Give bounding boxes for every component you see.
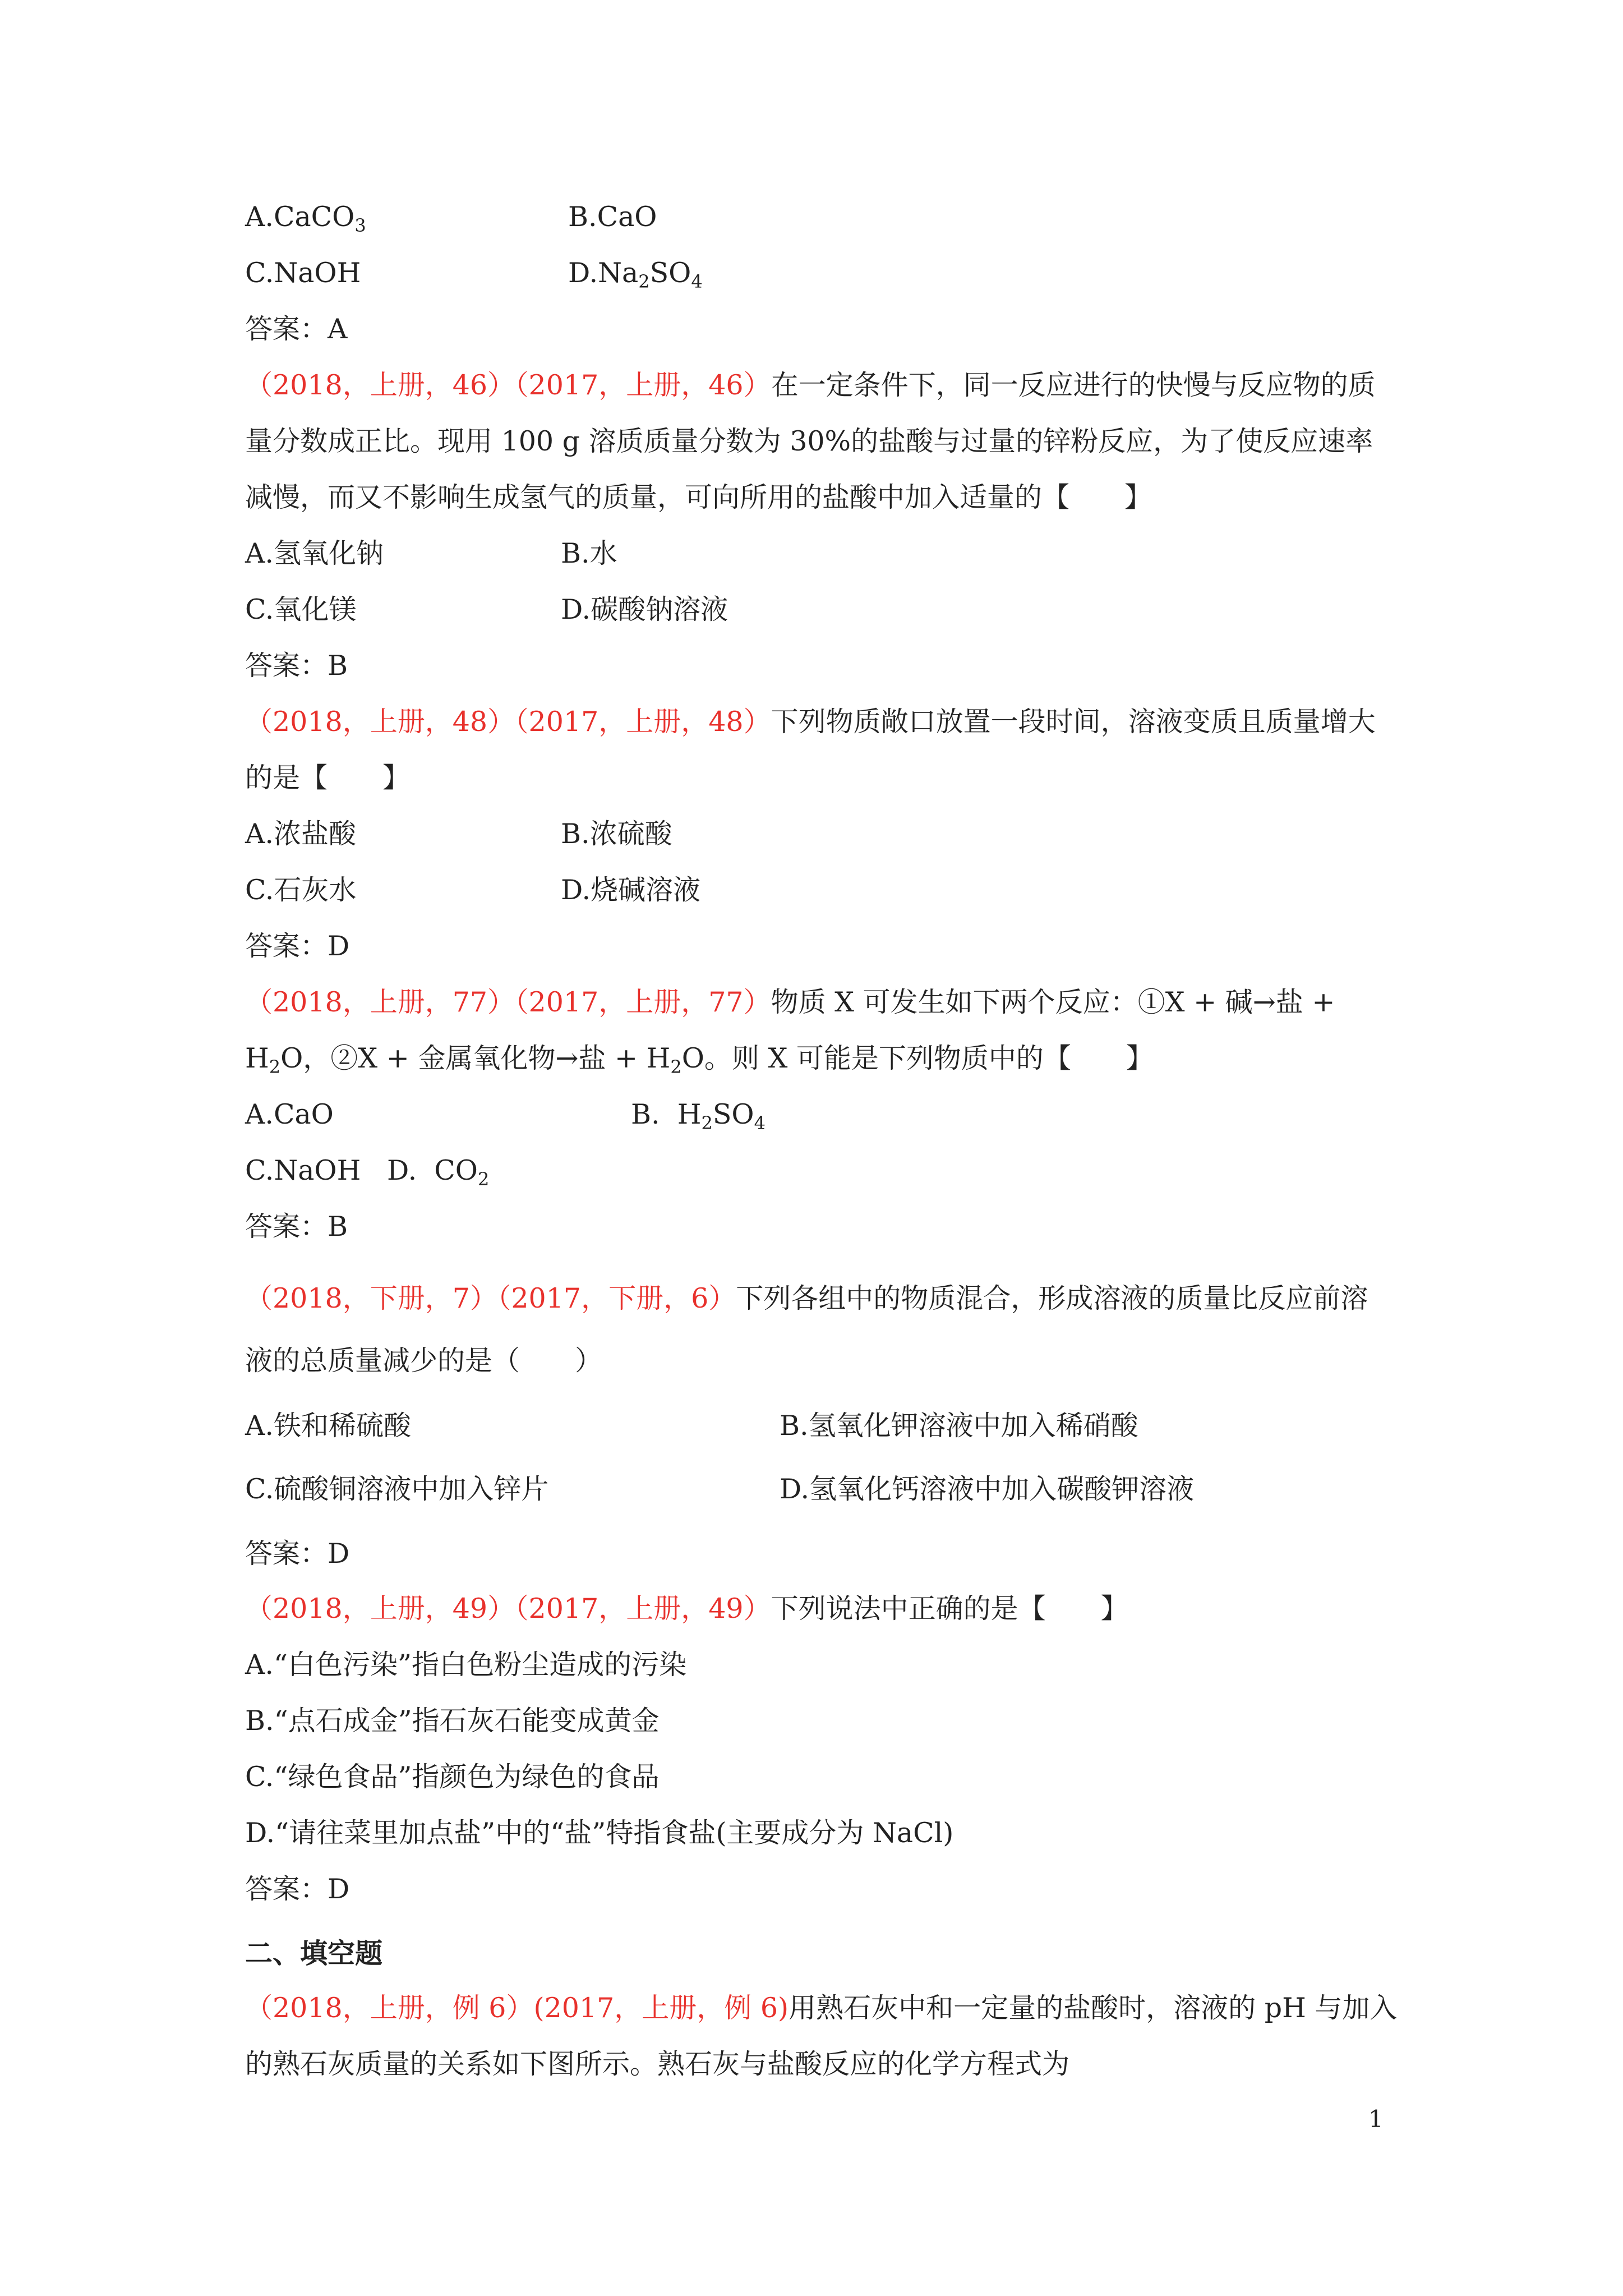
- q3-stem-line-1: （2018，上册，48）（2017，上册，48）下列物质敞口放置一段时间，溶液变质且质量增大: [245, 706, 1376, 738]
- q2-option-a: A.氢氧化钠: [245, 537, 384, 569]
- q5-option-b: B.氢氧化钾溶液中加入稀硝酸: [780, 1410, 1138, 1442]
- q1-answer: 答案：A: [245, 313, 348, 345]
- q5-option-a: A.铁和稀硫酸: [245, 1410, 411, 1442]
- q2-source: （2018，上册，46）（2017，上册，46）: [245, 369, 771, 401]
- q1-option-a: A.CaCO$_3$: [245, 201, 366, 236]
- q6-stem-line-1: （2018，上册，49）（2017，上册，49）下列说法中正确的是【 】: [245, 1593, 1128, 1625]
- q2-option-d: D.碳酸钠溶液: [561, 593, 728, 625]
- q2-option-c: C.氧化镁: [245, 593, 357, 625]
- q6-option-b: B.“点石成金”指石灰石能变成黄金: [245, 1705, 660, 1737]
- q4-option-a: A.CaO: [245, 1098, 334, 1130]
- q5-source: （2018，下册，7）（2017，下册，6）: [245, 1282, 736, 1314]
- q3-option-d: D.烧碱溶液: [561, 874, 701, 906]
- q4-stem-line-2: $H_2O$，②X + 金属氧化物→盐 + $H_2O$。则 X 可能是下列物质中的【 】: [245, 1042, 1154, 1078]
- q6-answer: 答案：D: [245, 1873, 350, 1905]
- q6-option-d: D.“请往菜里加点盐”中的“盐”特指食盐(主要成分为 NaCl): [245, 1817, 954, 1849]
- q3-source: （2018，上册，48）（2017，上册，48）: [245, 706, 771, 738]
- q3-option-b: B.浓硫酸: [561, 818, 672, 850]
- s2-source: （2018，上册，例 6）(2017，上册，例 6): [245, 1992, 789, 2024]
- q6-option-a: A.“白色污染”指白色粉尘造成的污染: [245, 1649, 687, 1681]
- q1-option-c: C.NaOH: [245, 257, 361, 289]
- s2-stem-line-1: （2018，上册，例 6）(2017，上册，例 6)用熟石灰中和一定量的盐酸时，溶液的 pH 与加入: [245, 1992, 1398, 2024]
- q6-source: （2018，上册，49）（2017，上册，49）: [245, 1593, 771, 1625]
- q4-stem-line-1: （2018，上册，77）（2017，上册，77）物质 X 可发生如下两个反应：①X + 碱→盐 +: [245, 986, 1335, 1018]
- q6-option-c: C.“绿色食品”指颜色为绿色的食品: [245, 1761, 660, 1793]
- s2-stem-line-2: 的熟石灰质量的关系如下图所示。熟石灰与盐酸反应的化学方程式为: [245, 2048, 1070, 2080]
- q3-stem-line-2: 的是【 】: [245, 762, 411, 794]
- section-heading: 二、填空题: [245, 1937, 383, 1970]
- q5-option-d: D.氢氧化钙溶液中加入碳酸钾溶液: [780, 1473, 1195, 1505]
- q4-source: （2018，上册，77）（2017，上册，77）: [245, 986, 771, 1018]
- q4-option-c-d: C.NaOH D. $CO_2$: [245, 1154, 490, 1190]
- q5-option-c: C.硫酸铜溶液中加入锌片: [245, 1473, 549, 1505]
- page-number: 1: [1368, 2105, 1384, 2133]
- q5-stem-line-1: （2018，下册，7）（2017，下册，6）下列各组中的物质混合，形成溶液的质量比反应前溶: [245, 1282, 1368, 1314]
- q2-option-b: B.水: [561, 537, 617, 569]
- q2-stem-line-1: （2018，上册，46）（2017，上册，46）在一定条件下，同一反应进行的快慢与反应物的质: [245, 369, 1376, 401]
- q1-option-b: B.CaO: [568, 201, 657, 233]
- q1-option-d: $D.Na_2SO_4$: [568, 257, 703, 292]
- q4-answer: 答案：B: [245, 1211, 348, 1243]
- q2-answer: 答案：B: [245, 650, 348, 682]
- q5-stem-line-2: 液的总质量减少的是（ ）: [245, 1345, 603, 1377]
- q5-answer: 答案：D: [245, 1538, 350, 1570]
- q3-answer: 答案：D: [245, 930, 350, 962]
- q3-option-a: A.浓盐酸: [245, 818, 356, 850]
- q4-option-b: B. $H_2SO_4$: [631, 1098, 766, 1134]
- q2-stem-line-3: 减慢，而又不影响生成氢气的质量，可向所用的盐酸中加入适量的【 】: [245, 481, 1152, 513]
- q3-option-c: C.石灰水: [245, 874, 357, 906]
- q2-stem-line-2: 量分数成正比。现用 100 g 溶质质量分数为 30%的盐酸与过量的锌粉反应，为了使反应速率: [245, 425, 1373, 457]
